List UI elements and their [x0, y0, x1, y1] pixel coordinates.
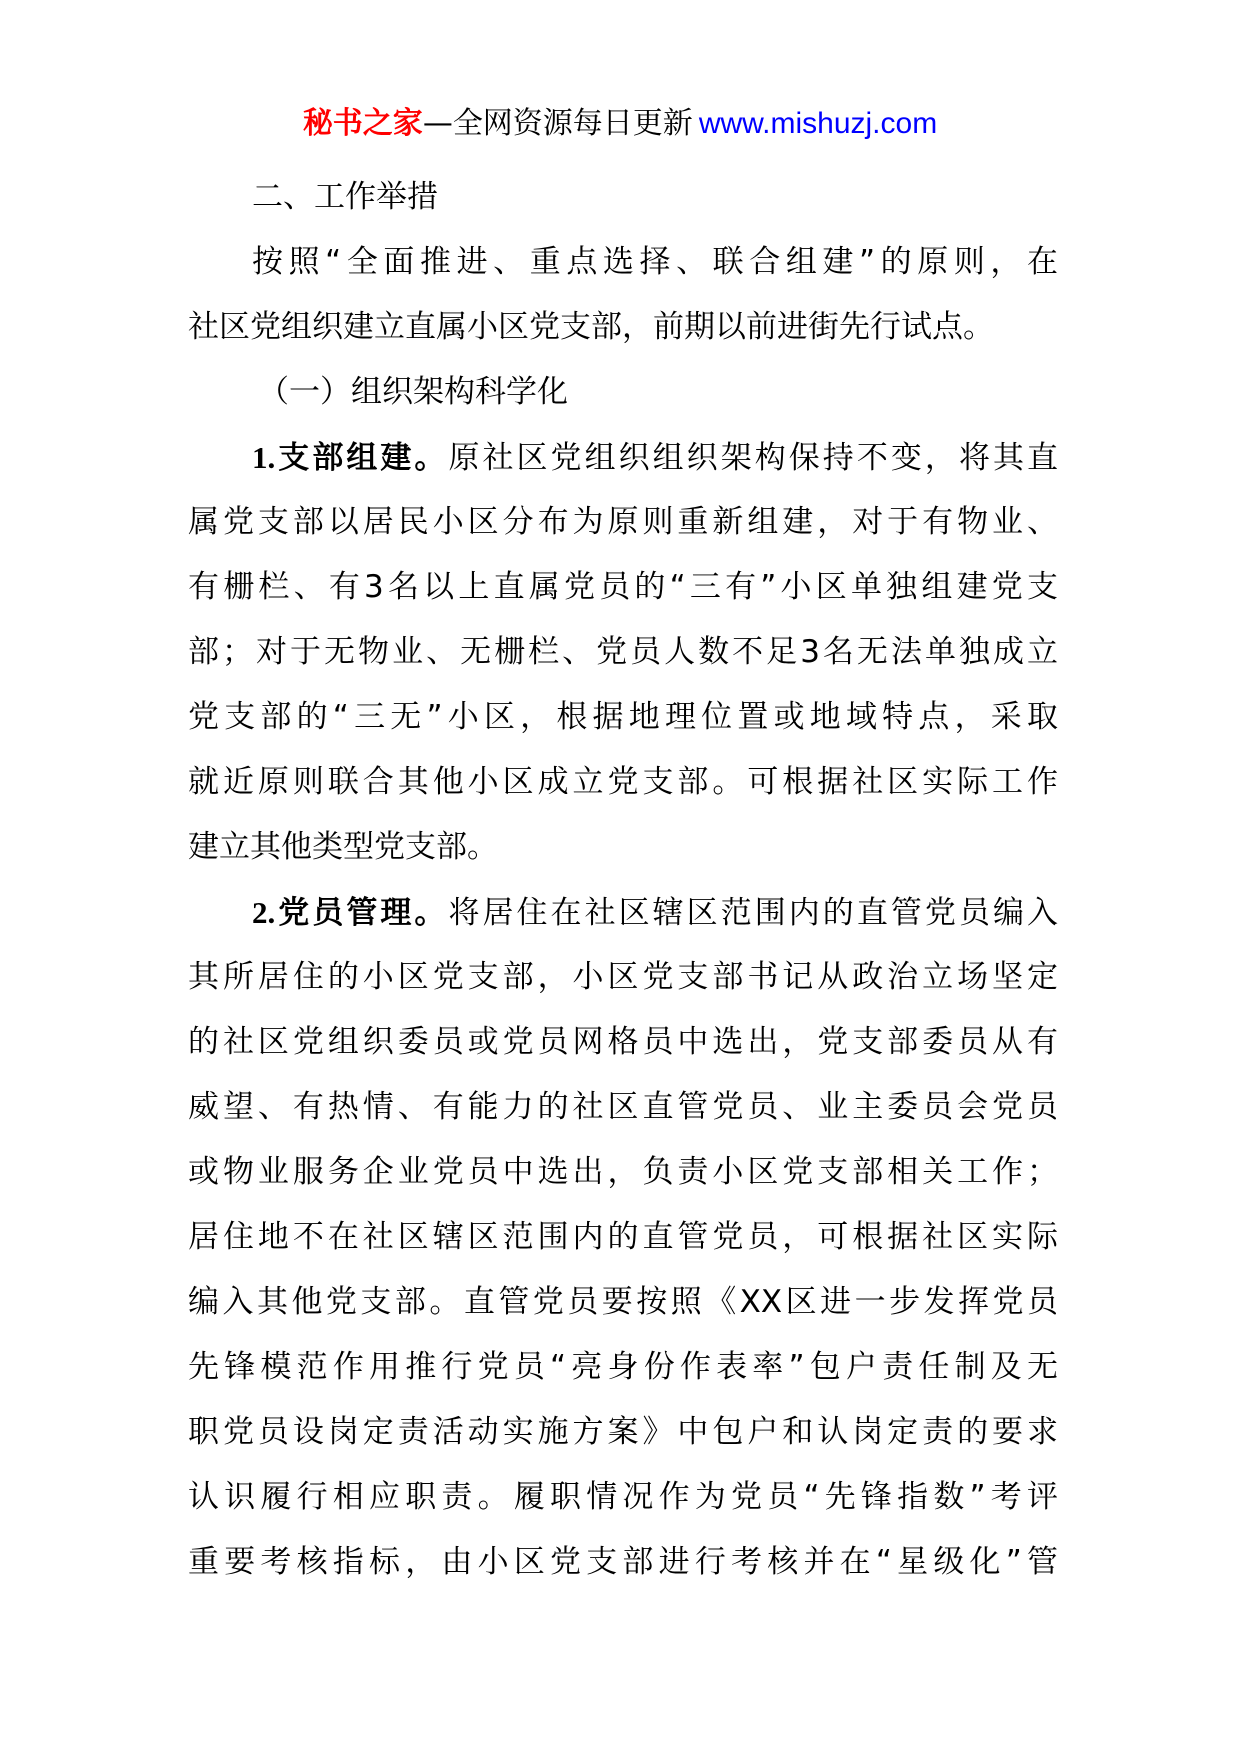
item2-line: 编入其他党支部。直管党员要按照《XX区进一步发挥党员 [188, 1284, 1058, 1320]
item2-line: 重要考核指标，由小区党支部进行考核并在“星级化”管 [188, 1544, 1058, 1580]
item2-line: 威望、有热情、有能力的社区直管党员、业主委员会党员 [188, 1089, 1058, 1125]
brand-name: 秘书之家 [302, 106, 423, 141]
document-body [188, 165, 1058, 1595]
item1-number: 1. [252, 440, 276, 475]
site-header [0, 100, 1240, 148]
item2-first-line [188, 880, 1058, 945]
item1-line: 属党支部以居民小区分布为原则重新组建，对于有物业、 [188, 504, 1058, 540]
item2-number: 2. [252, 895, 276, 930]
item1-line: 有栅栏、有3名以上直属党员的“三有”小区单独组建党支 [188, 569, 1058, 605]
item2-lead: 党员管理。 [275, 895, 449, 931]
item2-line: 认识履行相应职责。履职情况作为党员“先锋指数”考评 [188, 1479, 1058, 1515]
item1-lead: 支部组建。 [275, 440, 449, 476]
item2-line: 居住地不在社区辖区范围内的直管党员，可根据社区实际 [188, 1219, 1058, 1255]
item2-first-line-text: 将居住在社区辖区范围内的直管党员编入 [448, 895, 1059, 931]
item1-first-line-text: 原社区党组织组织架构保持不变，将其直 [448, 440, 1059, 476]
item2-line: 先锋模范作用推行党员“亮身份作表率”包户责任制及无 [188, 1349, 1058, 1385]
item1-line: 就近原则联合其他小区成立党支部。可根据社区实际工作 [188, 764, 1058, 800]
item1-line: 党支部的“三无”小区，根据地理位置或地域特点，采取 [188, 699, 1058, 735]
intro-line: 社区党组织建立直属小区党支部，前期以前进街先行试点。 [188, 309, 994, 345]
intro-line: 按照“全面推进、重点选择、联合组建”的原则，在 [252, 244, 1058, 280]
header-slogan: —全网资源每日更新 [422, 106, 693, 141]
site-url-link[interactable]: www.mishuzj.com [698, 107, 938, 140]
subsection-title: （一）组织架构科学化 [258, 374, 568, 410]
section-title: 二、工作举措 [252, 179, 438, 215]
item1-line: 建立其他类型党支部。 [188, 829, 498, 865]
item2-line: 的社区党组织委员或党员网格员中选出，党支部委员从有 [188, 1024, 1058, 1060]
item2-line: 职党员设岗定责活动实施方案》中包户和认岗定责的要求 [188, 1414, 1058, 1450]
item2-line: 其所居住的小区党支部，小区党支部书记从政治立场坚定 [188, 959, 1058, 995]
item1-first-line [188, 425, 1058, 490]
item1-line: 部；对于无物业、无栅栏、党员人数不足3名无法单独成立 [188, 634, 1058, 670]
item2-line: 或物业服务企业党员中选出，负责小区党支部相关工作； [188, 1154, 1058, 1190]
